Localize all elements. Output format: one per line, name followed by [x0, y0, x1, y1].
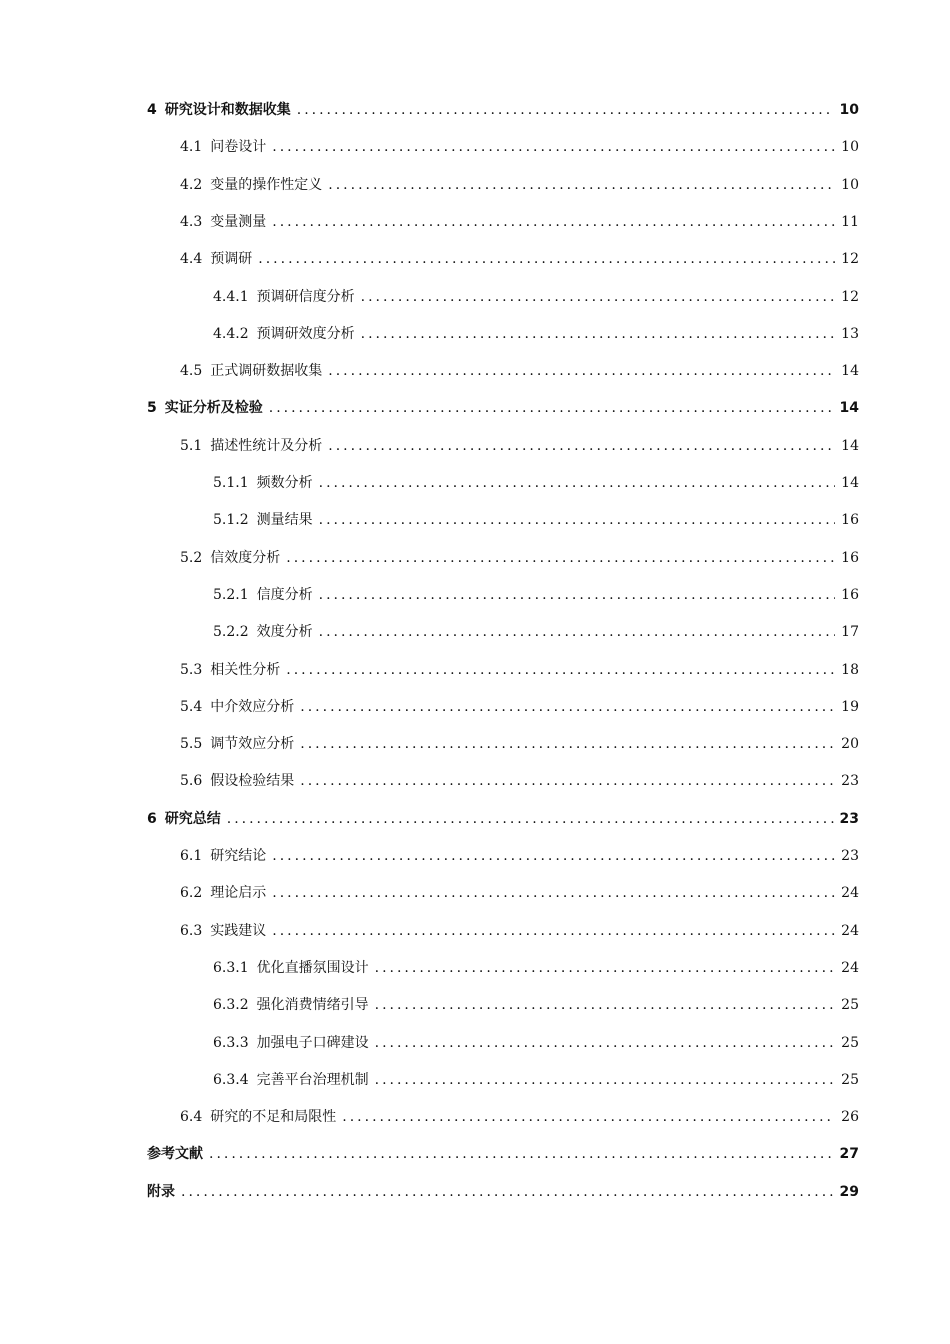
toc-entry-title: 实证分析及检验 — [164, 400, 263, 417]
toc-entry-title: 预调研信度分析 — [256, 288, 355, 305]
toc-entry-title: 预调研效度分析 — [256, 325, 355, 342]
toc-entry[interactable] — [213, 1069, 859, 1091]
toc-entry[interactable] — [180, 770, 859, 792]
toc-entry-page-number: 14 — [839, 400, 859, 417]
toc-entry-number: 6 — [147, 810, 157, 827]
toc-dot-leader — [375, 957, 835, 979]
toc-dot-leader — [300, 770, 835, 792]
toc-dot-leader — [361, 323, 835, 345]
toc-entry-page-number: 14 — [841, 437, 859, 454]
toc-dot-leader — [319, 509, 835, 531]
toc-entry-title: 信效度分析 — [210, 549, 281, 566]
toc-entry-title: 频数分析 — [256, 475, 313, 491]
toc-dot-leader — [297, 99, 834, 121]
toc-entry[interactable] — [213, 621, 859, 643]
toc-entry[interactable] — [180, 211, 859, 233]
toc-entry[interactable] — [147, 808, 859, 830]
toc-entry-page-number: 25 — [841, 1034, 859, 1051]
toc-dot-leader — [361, 286, 835, 308]
toc-entry[interactable] — [180, 435, 859, 457]
toc-entry[interactable] — [213, 286, 859, 308]
toc-dot-leader — [258, 248, 835, 270]
toc-entry-page-number: 20 — [841, 736, 859, 753]
toc-entry-title: 效度分析 — [256, 624, 313, 641]
toc-entry-title: 优化直播氛围设计 — [256, 959, 369, 976]
toc-entry[interactable] — [213, 1032, 859, 1054]
toc-entry-title: 中介效应分析 — [210, 698, 295, 715]
toc-entry[interactable] — [180, 659, 859, 681]
toc-dot-leader — [328, 174, 835, 196]
toc-entry[interactable] — [180, 360, 859, 382]
toc-dot-leader — [227, 808, 834, 830]
toc-entry-page-number: 26 — [841, 1109, 859, 1126]
toc-entry-page-number: 16 — [841, 549, 859, 566]
toc-entry-number: 6.3.1 — [213, 959, 249, 976]
toc-entry-title: 研究设计和数据收集 — [164, 102, 291, 118]
toc-entry-number: 5.2.2 — [213, 624, 249, 641]
toc-entry[interactable] — [213, 472, 859, 494]
toc-dot-leader — [181, 1181, 834, 1203]
toc-entry-number: 4.5 — [180, 363, 203, 380]
toc-entry-number: 4.1 — [180, 139, 203, 156]
toc-entry-number: 5.1.2 — [213, 512, 249, 529]
toc-entry-number: 4.4.2 — [213, 325, 249, 342]
toc-entry[interactable] — [180, 696, 859, 718]
toc-entry[interactable] — [147, 99, 859, 121]
toc-entry-number: 4.3 — [180, 213, 203, 230]
toc-entry-title: 描述性统计及分析 — [210, 437, 323, 454]
toc-entry[interactable] — [213, 957, 859, 979]
toc-entry[interactable] — [147, 397, 859, 419]
toc-dot-leader — [328, 435, 835, 457]
toc-entry-number: 4 — [147, 102, 157, 118]
toc-entry-number: 6.2 — [180, 885, 203, 902]
toc-entry-page-number: 25 — [841, 1071, 859, 1088]
toc-entry-page-number: 13 — [841, 325, 859, 342]
toc-entry[interactable] — [180, 136, 859, 158]
toc-dot-leader — [319, 472, 835, 494]
toc-entry-number: 5.4 — [180, 698, 203, 715]
toc-entry-page-number: 12 — [841, 288, 859, 305]
toc-entry[interactable] — [213, 584, 859, 606]
toc-entry-number: 6.1 — [180, 848, 203, 864]
toc-entry-number: 5.2 — [180, 549, 203, 566]
toc-entry-number: 4.4 — [180, 251, 203, 268]
toc-entry-number: 5.2.1 — [213, 586, 249, 603]
toc-entry-page-number: 19 — [841, 698, 859, 715]
toc-dot-leader — [209, 1143, 834, 1165]
toc-entry-page-number: 29 — [839, 1183, 859, 1200]
toc-entry-title: 变量测量 — [210, 213, 267, 230]
toc-entry[interactable] — [180, 845, 859, 867]
toc-entry[interactable] — [213, 509, 859, 531]
toc-dot-leader — [286, 547, 835, 569]
toc-entry-page-number: 10 — [841, 176, 859, 193]
toc-entry-number: 5.6 — [180, 773, 203, 790]
toc-dot-leader — [328, 360, 835, 382]
toc-entry-page-number: 23 — [841, 773, 859, 790]
toc-entry-page-number: 12 — [841, 251, 859, 268]
toc-entry[interactable] — [180, 733, 859, 755]
toc-entry-page-number: 24 — [841, 922, 859, 939]
toc-entry-page-number: 23 — [839, 810, 859, 827]
toc-entry-title: 理论启示 — [210, 885, 267, 902]
toc-dot-leader — [375, 994, 835, 1016]
toc-entry-title: 研究结论 — [210, 848, 267, 864]
toc-entry[interactable] — [180, 174, 859, 196]
toc-dot-leader — [300, 733, 835, 755]
toc-entry-number: 4.4.1 — [213, 288, 249, 305]
toc-entry[interactable] — [147, 1181, 859, 1203]
toc-entry-number: 5.1 — [180, 437, 203, 454]
toc-entry-page-number: 24 — [841, 885, 859, 902]
toc-entry[interactable] — [180, 248, 859, 270]
toc-entry-number: 6.3.4 — [213, 1071, 249, 1088]
toc-entry-page-number: 10 — [839, 102, 859, 118]
toc-entry-title: 测量结果 — [256, 512, 313, 529]
toc-entry[interactable] — [147, 1143, 859, 1165]
toc-entry-title: 问卷设计 — [210, 139, 267, 156]
toc-entry-number: 4.2 — [180, 176, 203, 193]
toc-entry-page-number: 16 — [841, 586, 859, 603]
toc-dot-leader — [272, 845, 835, 867]
toc-dot-leader — [272, 211, 835, 233]
toc-dot-leader — [375, 1032, 835, 1054]
toc-entry-page-number: 24 — [841, 959, 859, 976]
toc-entry-page-number: 10 — [841, 139, 859, 156]
toc-entry-title: 信度分析 — [256, 586, 313, 603]
toc-entry-title: 预调研 — [210, 251, 253, 268]
toc-entry-page-number: 17 — [841, 624, 859, 641]
toc-entry-number: 5.5 — [180, 736, 203, 753]
toc-entry-title: 强化消费情绪引导 — [256, 997, 369, 1014]
toc-entry-number: 6.3.3 — [213, 1034, 249, 1051]
toc-dot-leader — [342, 1106, 835, 1128]
toc-dot-leader — [272, 882, 835, 904]
toc-dot-leader — [319, 584, 835, 606]
toc-entry-number: 6.3 — [180, 922, 203, 939]
toc-entry[interactable] — [180, 1106, 859, 1128]
toc-entry-title: 研究总结 — [164, 810, 221, 827]
toc-dot-leader — [269, 397, 834, 419]
toc-entry-page-number: 25 — [841, 997, 859, 1014]
toc-entry[interactable] — [213, 994, 859, 1016]
toc-entry-page-number: 14 — [841, 363, 859, 380]
toc-entry-page-number: 14 — [841, 475, 859, 491]
toc-entry-title: 附录 — [147, 1183, 175, 1200]
toc-entry[interactable] — [213, 323, 859, 345]
toc-entry-title: 变量的操作性定义 — [210, 176, 323, 193]
toc-entry-title: 实践建议 — [210, 922, 267, 939]
toc-entry-title: 加强电子口碑建设 — [256, 1034, 369, 1051]
toc-dot-leader — [272, 920, 835, 942]
toc-entry[interactable] — [180, 882, 859, 904]
toc-dot-leader — [286, 659, 835, 681]
toc-entry-title: 调节效应分析 — [210, 736, 295, 753]
toc-dot-leader — [300, 696, 835, 718]
toc-entry-page-number: 27 — [839, 1146, 859, 1163]
toc-entry-number: 5 — [147, 400, 157, 417]
toc-entry[interactable] — [180, 547, 859, 569]
toc-entry-page-number: 11 — [841, 213, 859, 230]
toc-entry-title: 假设检验结果 — [210, 773, 295, 790]
toc-entry-number: 5.3 — [180, 661, 203, 678]
toc-entry-title: 完善平台治理机制 — [256, 1071, 369, 1088]
toc-entry-page-number: 23 — [841, 848, 859, 864]
toc-entry[interactable] — [180, 920, 859, 942]
toc-entry-title: 正式调研数据收集 — [210, 363, 323, 380]
toc-entry-page-number: 18 — [841, 661, 859, 678]
toc-entry-number: 6.4 — [180, 1109, 203, 1126]
toc-dot-leader — [319, 621, 835, 643]
toc-dot-leader — [272, 136, 835, 158]
toc-entry-title: 参考文献 — [147, 1146, 203, 1163]
toc-entry-number: 5.1.1 — [213, 475, 249, 491]
toc-entry-title: 研究的不足和局限性 — [210, 1109, 337, 1126]
toc-entry-number: 6.3.2 — [213, 997, 249, 1014]
toc-entry-title: 相关性分析 — [210, 661, 281, 678]
toc-dot-leader — [375, 1069, 835, 1091]
toc-entry-page-number: 16 — [841, 512, 859, 529]
